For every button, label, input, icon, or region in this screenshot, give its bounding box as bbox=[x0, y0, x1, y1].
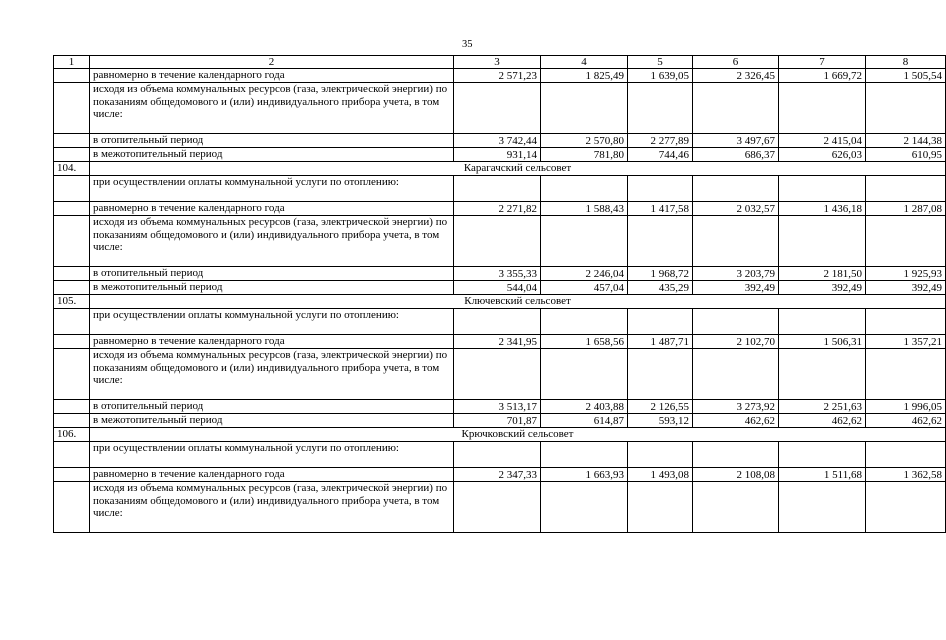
value-cell bbox=[779, 442, 866, 468]
value-cell bbox=[454, 309, 541, 335]
value-cell bbox=[866, 176, 946, 202]
value-cell: 614,87 bbox=[541, 414, 628, 428]
section-title: Карагачский сельсовет bbox=[90, 162, 946, 176]
row-label: исходя из объема коммунальных ресурсов (газа, электрической энергии) по показаниям общедомового и (или) индивидуального прибора учета, в том числе: bbox=[90, 83, 454, 134]
row-label: равномерно в течение календарного года bbox=[90, 69, 454, 83]
value-cell bbox=[541, 216, 628, 267]
header-cell: 7 bbox=[779, 56, 866, 69]
header-cell: 2 bbox=[90, 56, 454, 69]
value-cell bbox=[628, 309, 693, 335]
value-cell bbox=[454, 176, 541, 202]
value-cell bbox=[779, 216, 866, 267]
header-cell: 4 bbox=[541, 56, 628, 69]
value-cell bbox=[866, 216, 946, 267]
row-index-cell bbox=[54, 148, 90, 162]
row-index-cell bbox=[54, 216, 90, 267]
section-index: 104. bbox=[54, 162, 90, 176]
value-cell: 462,62 bbox=[693, 414, 779, 428]
value-cell: 1 506,31 bbox=[779, 335, 866, 349]
table-row bbox=[54, 83, 946, 134]
value-cell: 2 570,80 bbox=[541, 134, 628, 148]
value-cell: 1 825,49 bbox=[541, 69, 628, 83]
row-label: при осуществлении оплаты коммунальной услуги по отоплению: bbox=[90, 176, 454, 202]
table-row bbox=[54, 134, 946, 148]
value-cell: 3 273,92 bbox=[693, 400, 779, 414]
row-index-cell bbox=[54, 281, 90, 295]
value-cell: 2 108,08 bbox=[693, 468, 779, 482]
value-cell bbox=[693, 83, 779, 134]
row-label: исходя из объема коммунальных ресурсов (газа, электрической энергии) по показаниям общедомового и (или) индивидуального прибора учета, в том числе: bbox=[90, 482, 454, 533]
value-cell: 1 968,72 bbox=[628, 267, 693, 281]
value-cell: 3 742,44 bbox=[454, 134, 541, 148]
table-row bbox=[54, 202, 946, 216]
table-row bbox=[54, 442, 946, 468]
value-cell: 2 341,95 bbox=[454, 335, 541, 349]
value-cell: 2 271,82 bbox=[454, 202, 541, 216]
table-row bbox=[54, 309, 946, 335]
row-label: в отопительный период bbox=[90, 400, 454, 414]
table-row bbox=[54, 349, 946, 400]
value-cell: 2 571,23 bbox=[454, 69, 541, 83]
value-cell: 1 487,71 bbox=[628, 335, 693, 349]
value-cell: 1 357,21 bbox=[866, 335, 946, 349]
row-index-cell bbox=[54, 349, 90, 400]
value-cell: 2 126,55 bbox=[628, 400, 693, 414]
value-cell: 3 513,17 bbox=[454, 400, 541, 414]
row-label: в межотопительный период bbox=[90, 148, 454, 162]
value-cell bbox=[628, 482, 693, 533]
value-cell bbox=[866, 482, 946, 533]
value-cell bbox=[779, 176, 866, 202]
row-index-cell bbox=[54, 267, 90, 281]
value-cell: 1 663,93 bbox=[541, 468, 628, 482]
value-cell: 593,12 bbox=[628, 414, 693, 428]
row-index-cell bbox=[54, 468, 90, 482]
table-row bbox=[54, 482, 946, 533]
section-index: 105. bbox=[54, 295, 90, 309]
value-cell bbox=[541, 309, 628, 335]
value-cell: 1 287,08 bbox=[866, 202, 946, 216]
row-index-cell bbox=[54, 202, 90, 216]
value-cell bbox=[866, 83, 946, 134]
value-cell bbox=[454, 83, 541, 134]
value-cell: 2 144,38 bbox=[866, 134, 946, 148]
value-cell: 2 347,33 bbox=[454, 468, 541, 482]
header-cell: 6 bbox=[693, 56, 779, 69]
value-cell bbox=[693, 309, 779, 335]
value-cell: 1 996,05 bbox=[866, 400, 946, 414]
value-cell bbox=[454, 442, 541, 468]
value-cell bbox=[541, 482, 628, 533]
tariff-table bbox=[53, 55, 946, 533]
value-cell bbox=[454, 349, 541, 400]
section-row bbox=[54, 162, 946, 176]
value-cell: 2 326,45 bbox=[693, 69, 779, 83]
value-cell: 686,37 bbox=[693, 148, 779, 162]
table-row bbox=[54, 400, 946, 414]
value-cell bbox=[866, 309, 946, 335]
row-label: исходя из объема коммунальных ресурсов (газа, электрической энергии) по показаниям общедомового и (или) индивидуального прибора учета, в том числе: bbox=[90, 349, 454, 400]
value-cell: 2 251,63 bbox=[779, 400, 866, 414]
value-cell bbox=[628, 442, 693, 468]
row-label: при осуществлении оплаты коммунальной услуги по отоплению: bbox=[90, 309, 454, 335]
value-cell bbox=[628, 349, 693, 400]
value-cell: 3 355,33 bbox=[454, 267, 541, 281]
table-row bbox=[54, 176, 946, 202]
row-label: равномерно в течение календарного года bbox=[90, 335, 454, 349]
page-number: 35 bbox=[462, 39, 473, 50]
value-cell: 1 417,58 bbox=[628, 202, 693, 216]
value-cell: 3 497,67 bbox=[693, 134, 779, 148]
value-cell: 1 658,56 bbox=[541, 335, 628, 349]
value-cell bbox=[454, 216, 541, 267]
row-label: в отопительный период bbox=[90, 267, 454, 281]
value-cell: 462,62 bbox=[866, 414, 946, 428]
value-cell: 1 511,68 bbox=[779, 468, 866, 482]
value-cell: 1 362,58 bbox=[866, 468, 946, 482]
value-cell: 392,49 bbox=[693, 281, 779, 295]
row-index-cell bbox=[54, 83, 90, 134]
row-index-cell bbox=[54, 400, 90, 414]
value-cell bbox=[779, 83, 866, 134]
row-index-cell bbox=[54, 176, 90, 202]
value-cell: 610,95 bbox=[866, 148, 946, 162]
section-row bbox=[54, 428, 946, 442]
value-cell: 1 436,18 bbox=[779, 202, 866, 216]
value-cell: 435,29 bbox=[628, 281, 693, 295]
row-label: в межотопительный период bbox=[90, 281, 454, 295]
value-cell: 701,87 bbox=[454, 414, 541, 428]
section-index: 106. bbox=[54, 428, 90, 442]
value-cell: 457,04 bbox=[541, 281, 628, 295]
row-label: равномерно в течение календарного года bbox=[90, 202, 454, 216]
value-cell: 2 102,70 bbox=[693, 335, 779, 349]
value-cell: 392,49 bbox=[779, 281, 866, 295]
value-cell: 1 493,08 bbox=[628, 468, 693, 482]
row-index-cell bbox=[54, 414, 90, 428]
value-cell bbox=[779, 482, 866, 533]
value-cell: 1 669,72 bbox=[779, 69, 866, 83]
value-cell bbox=[628, 83, 693, 134]
row-label: исходя из объема коммунальных ресурсов (газа, электрической энергии) по показаниям общедомового и (или) индивидуального прибора учета, в том числе: bbox=[90, 216, 454, 267]
header-cell: 1 bbox=[54, 56, 90, 69]
value-cell: 781,80 bbox=[541, 148, 628, 162]
value-cell: 2 277,89 bbox=[628, 134, 693, 148]
value-cell bbox=[693, 176, 779, 202]
value-cell: 1 639,05 bbox=[628, 69, 693, 83]
value-cell: 3 203,79 bbox=[693, 267, 779, 281]
value-cell bbox=[693, 442, 779, 468]
value-cell: 744,46 bbox=[628, 148, 693, 162]
value-cell bbox=[866, 349, 946, 400]
row-index-cell bbox=[54, 134, 90, 148]
value-cell bbox=[693, 349, 779, 400]
value-cell bbox=[454, 482, 541, 533]
table-row bbox=[54, 216, 946, 267]
value-cell bbox=[541, 442, 628, 468]
value-cell: 2 181,50 bbox=[779, 267, 866, 281]
header-cell: 5 bbox=[628, 56, 693, 69]
row-index-cell bbox=[54, 335, 90, 349]
value-cell: 2 403,88 bbox=[541, 400, 628, 414]
header-cell: 8 bbox=[866, 56, 946, 69]
value-cell: 2 032,57 bbox=[693, 202, 779, 216]
section-title: Крючковский сельсовет bbox=[90, 428, 946, 442]
value-cell: 931,14 bbox=[454, 148, 541, 162]
value-cell: 626,03 bbox=[779, 148, 866, 162]
row-index-cell bbox=[54, 442, 90, 468]
value-cell bbox=[779, 309, 866, 335]
value-cell: 544,04 bbox=[454, 281, 541, 295]
value-cell: 1 505,54 bbox=[866, 69, 946, 83]
row-index-cell bbox=[54, 69, 90, 83]
value-cell bbox=[693, 216, 779, 267]
row-index-cell bbox=[54, 309, 90, 335]
value-cell bbox=[541, 349, 628, 400]
value-cell: 462,62 bbox=[779, 414, 866, 428]
value-cell bbox=[628, 176, 693, 202]
value-cell bbox=[628, 216, 693, 267]
value-cell: 392,49 bbox=[866, 281, 946, 295]
section-row bbox=[54, 295, 946, 309]
row-label: равномерно в течение календарного года bbox=[90, 468, 454, 482]
table-row bbox=[54, 414, 946, 428]
header-cell: 3 bbox=[454, 56, 541, 69]
table-row bbox=[54, 69, 946, 83]
section-title: Ключевский сельсовет bbox=[90, 295, 946, 309]
table-row bbox=[54, 148, 946, 162]
value-cell: 1 588,43 bbox=[541, 202, 628, 216]
table-row bbox=[54, 335, 946, 349]
value-cell: 2 415,04 bbox=[779, 134, 866, 148]
value-cell: 2 246,04 bbox=[541, 267, 628, 281]
row-label: в межотопительный период bbox=[90, 414, 454, 428]
table-row bbox=[54, 281, 946, 295]
row-label: в отопительный период bbox=[90, 134, 454, 148]
value-cell: 1 925,93 bbox=[866, 267, 946, 281]
value-cell bbox=[541, 83, 628, 134]
table-row bbox=[54, 267, 946, 281]
table-row bbox=[54, 468, 946, 482]
value-cell bbox=[866, 442, 946, 468]
row-label: при осуществлении оплаты коммунальной услуги по отоплению: bbox=[90, 442, 454, 468]
row-index-cell bbox=[54, 482, 90, 533]
table-header-row bbox=[54, 56, 946, 69]
value-cell bbox=[693, 482, 779, 533]
value-cell bbox=[779, 349, 866, 400]
value-cell bbox=[541, 176, 628, 202]
